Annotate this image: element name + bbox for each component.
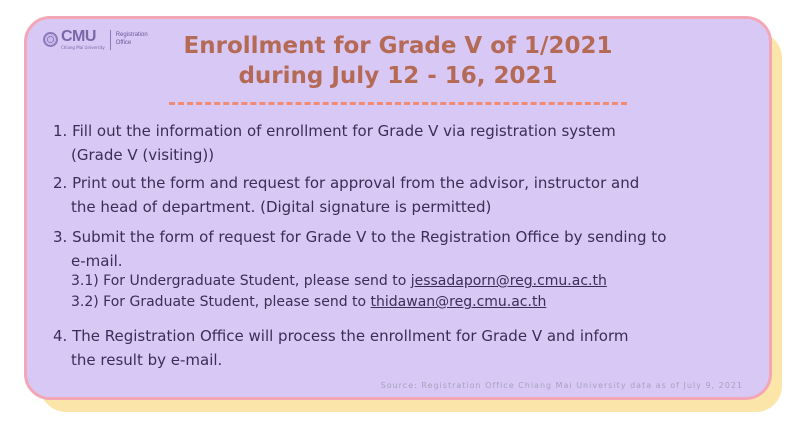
step-3-sub-2 [71,292,546,312]
page-title-line1: Enrollment for Grade V of 1/2021 [183,33,613,59]
step-4 [53,324,629,372]
step-3-sub-1-text: 3.1) For Undergraduate Student, please send to [71,273,411,289]
logo-office-line2: Office [115,39,132,46]
dashed-divider [169,102,627,105]
step-1 [53,119,616,167]
step-2 [53,171,639,219]
source-note: Source: Registration Office Chiang Mai University data as of July 9, 2021 [380,381,743,390]
announcement-card [24,16,772,400]
undergraduate-email-link[interactable]: jessadaporn@reg.cmu.ac.th [410,273,607,289]
step-3-sub-2-text: 3.2) For Graduate Student, please send to [71,294,371,310]
page-title-line2: during July 12 - 16, 2021 [238,63,558,89]
graduate-email-link[interactable]: thidawan@reg.cmu.ac.th [370,294,547,310]
logo-office-line1: Registration [115,32,148,38]
step-3 [53,225,666,273]
step-3-line2: e-mail. [71,252,123,270]
logo-cmu-text: CMU [61,28,96,45]
step-2-line2: the head of department. (Digital signature is permitted) [71,198,492,216]
step-2-line1: 2. Print out the form and request for approval from the advisor, instructor and [53,174,640,192]
step-1-line2: (Grade V (visiting)) [71,146,215,164]
step-3-line1: 3. Submit the form of request for Grade V to the Registration Office by sending to [53,228,667,246]
step-1-line1: 1. Fill out the information of enrollment for Grade V via registration system [53,122,616,140]
step-3-sub-1 [71,271,607,291]
logo-university-text: Chiang Mai University [61,45,105,50]
step-4-line2: the result by e-mail. [71,351,223,369]
step-4-line1: 4. The Registration Office will process the enrollment for Grade V and inform [53,327,629,345]
